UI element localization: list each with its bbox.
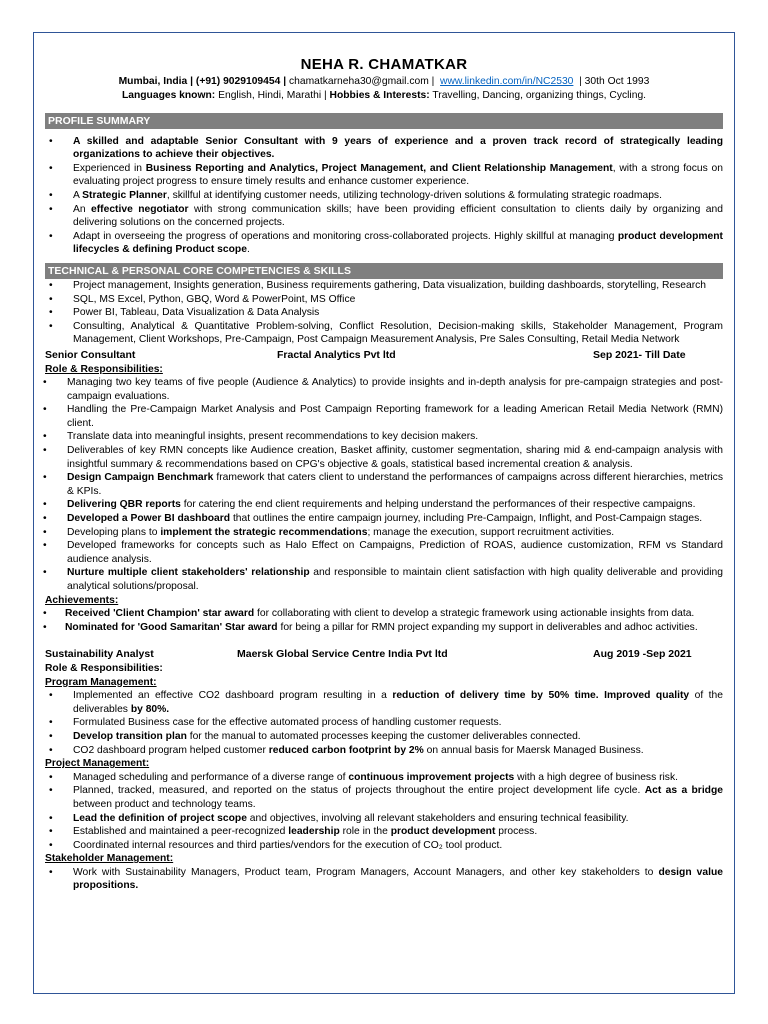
list-item: • Delivering QBR reports for catering the end client requirements and helping understand the performances of their respective campaigns. <box>45 498 723 512</box>
list-item: • Nurture multiple client stakeholders' relationship and responsible to maintain client satisfaction with high quality deliverable and providing analytical solutions/proposal. <box>45 566 723 593</box>
contact-line <box>45 75 723 90</box>
list-item: • Handling the Pre-Campaign Market Analysis and Post Campaign Reporting framework for a leading American Retail Media Network (RMN) client. <box>45 403 723 430</box>
program-management-list <box>45 689 723 757</box>
skills-heading: TECHNICAL & PERSONAL CORE COMPETENCIES & SKILLS <box>45 263 723 279</box>
list-item: • Planned, tracked, measured, and reported on the status of projects throughout the entire project development life cycle. Act as a bridge between product and technology teams. <box>45 784 723 811</box>
candidate-name: NEHA R. CHAMATKAR <box>300 56 468 73</box>
languages-line <box>45 89 723 104</box>
list-item: • A skilled and adaptable Senior Consultant with 9 years of experience and a proven track record of strategically leading organizations to achieve their objectives. <box>45 135 723 162</box>
list-item: • Developed a Power BI dashboard that outlines the entire campaign journey, including Pre-Campaign, Inflight, and Post-Campaign stages. <box>45 512 723 526</box>
list-item: • Implemented an effective CO2 dashboard program resulting in a reduction of delivery time by 50% time. Improved quality of the deliverables by 80%. <box>45 689 723 716</box>
roles-label: Role & Responsibilities: <box>45 363 163 375</box>
job-title: Sustainability Analyst <box>45 648 154 661</box>
email: chamatkarneha30@gmail.com | <box>288 75 435 87</box>
program-management-label: Program Management: <box>45 676 157 688</box>
roles-label: Role & Responsibilities: <box>45 662 163 674</box>
date-of-birth: | 30th Oct 1993 <box>579 75 650 87</box>
list-item: • Translate data into meaningful insights, present recommendations to key decision makers. <box>45 430 723 444</box>
achievements-label: Achievements: <box>45 594 119 606</box>
achievements-list <box>45 607 723 634</box>
list-item: • Developed frameworks for concepts such as Halo Effect on Campaigns, Prediction of ROAS, audience customization, RFM vs Standard audience analysis. <box>45 539 723 566</box>
job-dates: Aug 2019 -Sep 2021 <box>593 648 692 661</box>
project-management-list <box>45 771 723 853</box>
hobbies-label: Hobbies & Interests: <box>329 90 430 102</box>
stakeholder-management-label: Stakeholder Management: <box>45 853 174 865</box>
list-item: • Design Campaign Benchmark framework that caters client to understand the performances of campaigns across different hierarchies, metrics & KPIs. <box>45 471 723 498</box>
job-dates: Sep 2021- Till Date <box>593 348 686 361</box>
languages-label: Languages known: <box>121 90 216 102</box>
skills-list <box>45 279 723 347</box>
job-header-senior-consultant <box>45 349 723 363</box>
stakeholder-management-list <box>45 866 723 893</box>
phone: (+91) 9029109454 | <box>195 75 287 87</box>
company-name: Fractal Analytics Pvt ltd <box>277 348 396 361</box>
profile-summary-list <box>45 135 723 257</box>
list-item: • Established and maintained a peer-recognized leadership role in the product development process. <box>45 825 723 839</box>
list-item: • Coordinated internal resources and third parties/vendors for the execution of CO₂ tool product. <box>45 839 723 853</box>
job-header-sustainability-analyst <box>45 648 723 662</box>
company-name: Maersk Global Service Centre India Pvt ltd <box>237 648 448 661</box>
list-item: • Nominated for 'Good Samaritan' Star award for being a pillar for RMN project expanding my support in deliverables and adhoc activities. <box>45 621 723 635</box>
location: Mumbai, India | <box>118 75 194 87</box>
resume <box>45 58 723 893</box>
list-item: • Deliverables of key RMN concepts like Audience creation, Basket affinity, customer segmentation, sharing mid & end-campaign analysis with insightful summary & recommendations based on CPG's objective & goals, statistical based incremental creation & analysis. <box>45 444 723 471</box>
list-item: • An effective negotiator with strong communication skills; have been providing efficient consultation to clients daily by organizing and delivering solutions on the concerned projects. <box>45 203 723 230</box>
project-management-label: Project Management: <box>45 758 150 770</box>
list-item: • Adapt in overseeing the progress of operations and monitoring cross-collaborated projects. Highly skillful at managing product development lifecycles & defining Product scope. <box>45 230 723 257</box>
list-item: • Work with Sustainability Managers, Product team, Program Managers, Account Managers, and other key stakeholders to design value propositions. <box>45 866 723 893</box>
linkedin-link[interactable]: www.linkedin.com/in/NC2530 <box>440 75 574 87</box>
list-item: • Consulting, Analytical & Quantitative Problem-solving, Conflict Resolution, Decision-making skills, Stakeholder Management, Program Management, Client Workshops, Pre-Campaign, Post Campaign Measurement Analysis, Pre Sales Consulting, Retail Media Network <box>45 320 723 347</box>
job-title: Senior Consultant <box>45 348 136 361</box>
hobbies: Travelling, Dancing, organizing things, Cycling. <box>432 90 647 102</box>
list-item: • CO2 dashboard program helped customer reduced carbon footprint by 2% on annual basis for Maersk Managed Business. <box>45 744 723 758</box>
job1-responsibilities <box>45 376 723 594</box>
list-item: • Lead the definition of project scope and objectives, involving all relevant stakeholders and ensuring technical feasibility. <box>45 812 723 826</box>
profile-summary-heading: PROFILE SUMMARY <box>45 113 723 129</box>
list-item: • Experienced in Business Reporting and Analytics, Project Management, and Client Relationship Management, with a strong focus on evaluating project progress to ensure timely results and enhance customer experience. <box>45 162 723 189</box>
list-item: • Received 'Client Champion' star award for collaborating with client to develop a strategic framework using actionable insights from data. <box>45 607 723 621</box>
list-item: • Develop transition plan for the manual to automated processes keeping the customer deliverables connected. <box>45 730 723 744</box>
languages: English, Hindi, Marathi | <box>218 90 327 102</box>
list-item: • Managing two key teams of five people (Audience & Analytics) to provide insights and in-depth analysis for pre-campaign strategies and post-campaign evaluations. <box>45 376 723 403</box>
list-item: • Developing plans to implement the strategic recommendations; manage the execution, support recruitment activities. <box>45 526 723 540</box>
list-item: • Managed scheduling and performance of a diverse range of continuous improvement projects with a high degree of business risk. <box>45 771 723 785</box>
list-item: • A Strategic Planner, skillful at identifying customer needs, utilizing technology-driven solutions & formulating strategic roadmaps. <box>45 189 723 203</box>
list-item: • Project management, Insights generation, Business requirements gathering, Data visualization, building dashboards, storytelling, Research <box>45 279 723 293</box>
list-item: • SQL, MS Excel, Python, GBQ, Word & PowerPoint, MS Office <box>45 293 723 307</box>
list-item: • Power BI, Tableau, Data Visualization & Data Analysis <box>45 306 723 320</box>
list-item: • Formulated Business case for the effective automated process of handling customer requests. <box>45 716 723 730</box>
